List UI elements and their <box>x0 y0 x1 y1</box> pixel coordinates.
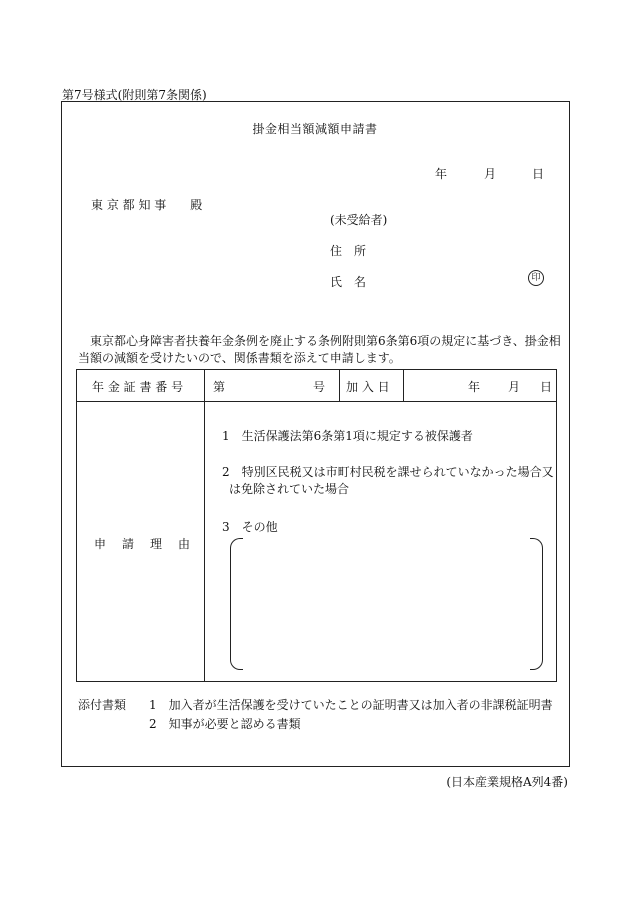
table-col-divider <box>204 369 205 682</box>
application-statement: 東京都心身障害者扶養年金条例を廃止する条例附則第6条第6項の規定に基づき、掛金相当額の減額を受けたいので、関係書類を添えて申請します。 <box>78 334 561 365</box>
other-reason-bracket-left <box>230 538 243 670</box>
reason-item-2: 2 特別区民税又は市町村民税を課せられていなかった場合又 <box>222 465 554 479</box>
reason-item-3: 3 その他 <box>222 520 278 534</box>
form-number-label: 第7号様式(附則第7条関係) <box>62 88 207 102</box>
join-date-label: 加 入 日 <box>346 380 390 394</box>
join-month: 月 <box>508 380 521 394</box>
reason-item-2-cont: は免除されていた場合 <box>229 482 350 496</box>
cert-number-suffix: 号 <box>313 380 326 394</box>
cert-number-label: 年 金 証 書 番 号 <box>92 380 184 394</box>
date-year-label: 年 <box>435 167 448 181</box>
application-table <box>76 369 557 682</box>
attachment-item-2: 2 知事が必要と認める書類 <box>149 717 301 731</box>
reason-label: 申 請 理 由 <box>94 537 193 551</box>
cert-number-prefix: 第 <box>213 380 226 394</box>
date-month-label: 月 <box>484 167 497 181</box>
attachment-item-1: 1 加入者が生活保護を受けていたことの証明書又は加入者の非課税証明書 <box>149 698 553 712</box>
document-title: 掛金相当額減額申請書 <box>252 122 378 136</box>
table-row-divider <box>76 401 557 402</box>
attachments-label: 添付書類 <box>78 698 127 712</box>
join-year: 年 <box>468 380 481 394</box>
table-col-divider <box>403 369 404 401</box>
paper-size-note: (日本産業規格A列4番) <box>446 775 568 789</box>
seal-mark: 印 <box>528 270 544 286</box>
name-label: 氏 名 <box>330 275 367 289</box>
address-label: 住 所 <box>330 244 367 258</box>
table-col-divider <box>339 369 340 401</box>
date-day-label: 日 <box>532 167 545 181</box>
reason-item-1: 1 生活保護法第6条第1項に規定する被保護者 <box>222 429 473 443</box>
other-reason-bracket-right <box>530 538 543 670</box>
join-day: 日 <box>540 380 553 394</box>
applicant-type: (未受給者) <box>330 213 388 227</box>
addressee: 東 京 都 知 事 殿 <box>91 198 203 212</box>
